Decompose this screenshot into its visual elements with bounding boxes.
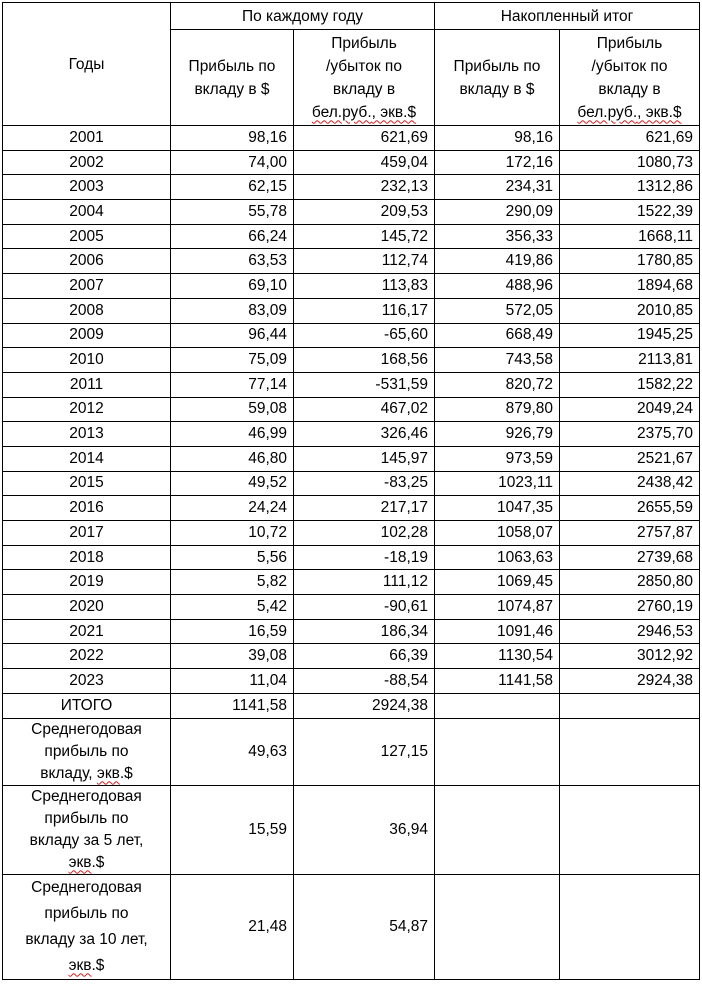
profit-usd-cell: 5,56 [171, 545, 294, 570]
cum-usd-cell: 973,59 [435, 446, 560, 471]
table-row [3, 150, 700, 175]
cum-usd-cell: 572,05 [435, 298, 560, 323]
year-cell: 2020 [3, 595, 171, 620]
summary-body [3, 693, 700, 979]
table-row [3, 595, 700, 620]
table-row [3, 224, 700, 249]
profit-usd-cell: 62,15 [171, 175, 294, 200]
year-cell: 2016 [3, 496, 171, 521]
cum-usd-cell: 1091,46 [435, 619, 560, 644]
year-cell: 2007 [3, 274, 171, 299]
profit-usd-cell: 83,09 [171, 298, 294, 323]
total-row [3, 693, 700, 718]
table-row [3, 274, 700, 299]
table-row [3, 348, 700, 373]
header-cum-usd: Прибыль по вкладу в $ [435, 30, 560, 126]
profit-byr-cell: -88,54 [294, 669, 435, 694]
year-cell: 2002 [3, 150, 171, 175]
profit-usd-cell: 55,78 [171, 200, 294, 225]
cum-byr-cell: 2760,19 [560, 595, 700, 620]
cum-usd-cell: 879,80 [435, 397, 560, 422]
table-row [3, 521, 700, 546]
profit-byr-cell: 111,12 [294, 570, 435, 595]
total-profit-usd: 1141,58 [171, 693, 294, 718]
profit-usd-cell: 11,04 [171, 669, 294, 694]
cum-byr-cell: 2850,80 [560, 570, 700, 595]
profit-byr-cell: 168,56 [294, 348, 435, 373]
cum-byr-cell: 2113,81 [560, 348, 700, 373]
profit-usd-cell: 39,08 [171, 644, 294, 669]
cum-byr-cell: 621,69 [560, 126, 700, 151]
avg-all-label: Среднегодовая прибыль по вкладу, экв.$ [3, 718, 171, 785]
cum-usd-cell: 172,16 [435, 150, 560, 175]
year-cell: 2010 [3, 348, 171, 373]
cum-usd-cell: 1047,35 [435, 496, 560, 521]
year-cell: 2009 [3, 323, 171, 348]
table-row [3, 422, 700, 447]
cum-byr-cell: 1522,39 [560, 200, 700, 225]
year-cell: 2004 [3, 200, 171, 225]
header-group-each-year: По каждому году [171, 3, 435, 30]
year-cell: 2015 [3, 471, 171, 496]
cum-byr-cell: 2655,59 [560, 496, 700, 521]
profit-usd-cell: 5,42 [171, 595, 294, 620]
year-cell: 2008 [3, 298, 171, 323]
year-cell: 2013 [3, 422, 171, 447]
avg-5-row [3, 785, 700, 874]
table-body [3, 126, 700, 694]
total-label: ИТОГО [3, 693, 171, 718]
cum-byr-cell: 1582,22 [560, 372, 700, 397]
cum-usd-cell: 1141,58 [435, 669, 560, 694]
cum-byr-cell: 2049,24 [560, 397, 700, 422]
cum-byr-cell: 2438,42 [560, 471, 700, 496]
table-row [3, 496, 700, 521]
table-row [3, 619, 700, 644]
profit-usd-cell: 16,59 [171, 619, 294, 644]
cum-usd-cell: 668,49 [435, 323, 560, 348]
table-row [3, 397, 700, 422]
header-profit-usd: Прибыль по вкладу в $ [171, 30, 294, 126]
cum-usd-cell: 290,09 [435, 200, 560, 225]
cum-usd-cell: 1063,63 [435, 545, 560, 570]
profit-byr-cell: 186,34 [294, 619, 435, 644]
cum-usd-cell: 419,86 [435, 249, 560, 274]
profit-byr-cell: 145,72 [294, 224, 435, 249]
profit-usd-cell: 46,99 [171, 422, 294, 447]
table-row [3, 446, 700, 471]
year-cell: 2006 [3, 249, 171, 274]
avg-all-profit-byr: 127,15 [294, 718, 435, 785]
profit-byr-cell: -65,60 [294, 323, 435, 348]
avg-10-profit-usd: 21,48 [171, 874, 294, 979]
cum-usd-cell: 1130,54 [435, 644, 560, 669]
profit-byr-cell: -531,59 [294, 372, 435, 397]
profit-usd-cell: 75,09 [171, 348, 294, 373]
profit-byr-cell: 102,28 [294, 521, 435, 546]
cum-usd-cell: 1069,45 [435, 570, 560, 595]
year-cell: 2019 [3, 570, 171, 595]
year-cell: 2023 [3, 669, 171, 694]
avg-10-profit-byr: 54,87 [294, 874, 435, 979]
header-group-cumulative: Накопленный итог [435, 3, 700, 30]
cum-usd-cell: 1074,87 [435, 595, 560, 620]
cum-byr-cell: 1080,73 [560, 150, 700, 175]
profit-byr-cell: 66,39 [294, 644, 435, 669]
table-row [3, 471, 700, 496]
table-row [3, 372, 700, 397]
year-cell: 2018 [3, 545, 171, 570]
profit-byr-cell: 112,74 [294, 249, 435, 274]
cum-byr-cell: 2739,68 [560, 545, 700, 570]
cum-usd-cell: 98,16 [435, 126, 560, 151]
avg-all-row [3, 718, 700, 785]
year-cell: 2012 [3, 397, 171, 422]
profit-byr-cell: 209,53 [294, 200, 435, 225]
year-cell: 2003 [3, 175, 171, 200]
cum-byr-cell: 2010,85 [560, 298, 700, 323]
year-cell: 2014 [3, 446, 171, 471]
table-row [3, 570, 700, 595]
profit-usd-cell: 96,44 [171, 323, 294, 348]
year-cell: 2005 [3, 224, 171, 249]
profit-usd-cell: 46,80 [171, 446, 294, 471]
cum-byr-cell: 1668,11 [560, 224, 700, 249]
cum-byr-cell: 3012,92 [560, 644, 700, 669]
cum-byr-cell: 2757,87 [560, 521, 700, 546]
cum-byr-cell: 1945,25 [560, 323, 700, 348]
year-cell: 2017 [3, 521, 171, 546]
profit-usd-cell: 59,08 [171, 397, 294, 422]
cum-byr-cell: 1894,68 [560, 274, 700, 299]
cum-usd-cell: 1058,07 [435, 521, 560, 546]
avg-all-profit-usd: 49,63 [171, 718, 294, 785]
profit-byr-cell: -90,61 [294, 595, 435, 620]
cum-usd-cell: 234,31 [435, 175, 560, 200]
profit-usd-cell: 10,72 [171, 521, 294, 546]
profit-byr-cell: 113,83 [294, 274, 435, 299]
profit-byr-cell: -83,25 [294, 471, 435, 496]
header-years: Годы [3, 3, 171, 126]
avg-5-profit-usd: 15,59 [171, 785, 294, 874]
profit-byr-cell: 326,46 [294, 422, 435, 447]
cum-byr-cell: 2924,38 [560, 669, 700, 694]
profit-usd-cell: 98,16 [171, 126, 294, 151]
avg-10-row [3, 874, 700, 979]
avg-5-label: Среднегодовая прибыль по вкладу за 5 лет, экв.$ [3, 785, 171, 874]
profit-usd-cell: 77,14 [171, 372, 294, 397]
cum-usd-cell: 356,33 [435, 224, 560, 249]
profit-byr-cell: 217,17 [294, 496, 435, 521]
profit-usd-cell: 49,52 [171, 471, 294, 496]
table-row [3, 323, 700, 348]
year-cell: 2001 [3, 126, 171, 151]
avg-10-label: Среднегодовая прибыль по вкладу за 10 лет, экв.$ [3, 874, 171, 979]
cum-byr-cell: 2375,70 [560, 422, 700, 447]
total-profit-byr: 2924,38 [294, 693, 435, 718]
cum-byr-cell: 2521,67 [560, 446, 700, 471]
year-cell: 2021 [3, 619, 171, 644]
cum-usd-cell: 820,72 [435, 372, 560, 397]
profit-usd-cell: 74,00 [171, 150, 294, 175]
cum-usd-cell: 1023,11 [435, 471, 560, 496]
profit-byr-cell: 467,02 [294, 397, 435, 422]
table-row [3, 200, 700, 225]
profit-byr-cell: 116,17 [294, 298, 435, 323]
profit-usd-cell: 66,24 [171, 224, 294, 249]
cum-usd-cell: 743,58 [435, 348, 560, 373]
profit-usd-cell: 24,24 [171, 496, 294, 521]
profit-usd-cell: 69,10 [171, 274, 294, 299]
profit-byr-cell: -18,19 [294, 545, 435, 570]
profit-byr-cell: 621,69 [294, 126, 435, 151]
header-profit-byr: Прибыль /убыток по вкладу в бел.руб., экв.$ [294, 30, 435, 126]
cum-byr-cell: 1780,85 [560, 249, 700, 274]
year-cell: 2011 [3, 372, 171, 397]
table-row [3, 669, 700, 694]
header-cum-byr: Прибыль /убыток по вкладу в бел.руб., экв.$ [560, 30, 700, 126]
avg-5-profit-byr: 36,94 [294, 785, 435, 874]
year-cell: 2022 [3, 644, 171, 669]
profit-byr-cell: 459,04 [294, 150, 435, 175]
cum-usd-cell: 926,79 [435, 422, 560, 447]
cum-byr-cell: 2946,53 [560, 619, 700, 644]
profit-usd-cell: 5,82 [171, 570, 294, 595]
profit-byr-cell: 145,97 [294, 446, 435, 471]
table-row [3, 175, 700, 200]
cum-byr-cell: 1312,86 [560, 175, 700, 200]
cum-usd-cell: 488,96 [435, 274, 560, 299]
table-row [3, 298, 700, 323]
profit-usd-cell: 63,53 [171, 249, 294, 274]
table-row [3, 249, 700, 274]
table-row [3, 126, 700, 151]
profit-byr-cell: 232,13 [294, 175, 435, 200]
table-row [3, 644, 700, 669]
table-row [3, 545, 700, 570]
profit-table [2, 2, 700, 980]
